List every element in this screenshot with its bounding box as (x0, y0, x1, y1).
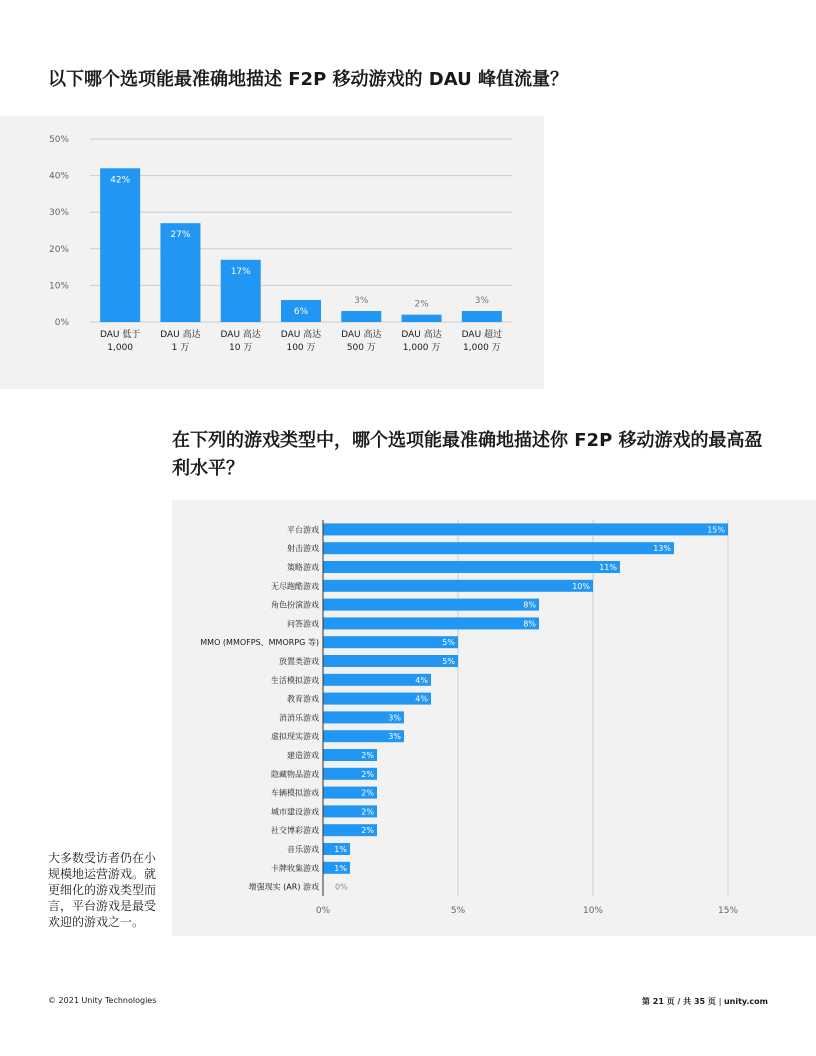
bar (323, 580, 593, 592)
y-category-label: 教育游戏 (287, 694, 319, 704)
bar-value-label: 27% (170, 230, 191, 241)
bar-value-label: 5% (442, 657, 455, 666)
y-category-label: 角色扮演游戏 (271, 600, 319, 610)
x-tick-label: 15% (717, 906, 739, 916)
bar-value-label: 4% (415, 694, 428, 704)
x-category-label: 500 万 (346, 343, 376, 353)
genre-revenue-bar-chart (172, 500, 816, 936)
footer-page-number: 第 21 页 / 共 35 页 (641, 997, 716, 1006)
x-category-label: DAU 高达 (160, 330, 201, 340)
bar (341, 311, 381, 322)
footer-separator: | (718, 997, 724, 1006)
y-category-label: 虚拟现实游戏 (271, 732, 319, 742)
y-category-label: 放置类游戏 (279, 657, 319, 666)
bar (323, 599, 539, 611)
bar-value-label: 2% (361, 807, 374, 817)
dau-peak-bar-chart (0, 116, 544, 389)
bar-value-label: 2% (361, 751, 374, 760)
bar (323, 542, 674, 554)
y-tick-label: 50% (48, 135, 69, 145)
bar (402, 315, 442, 322)
bar (323, 617, 539, 629)
bar (323, 561, 620, 573)
bar-value-label: 17% (230, 266, 251, 277)
y-category-label: 平台游戏 (287, 525, 319, 535)
bar-value-label: 8% (523, 600, 536, 610)
y-category-label: 生活模拟游戏 (271, 675, 319, 685)
x-category-label: 1,000 (107, 343, 134, 353)
chart1-question-title: 以下哪个选项能最准确地描述 F2P 移动游戏的 DAU 峰值流量？ (48, 69, 569, 90)
y-category-label: 问答游戏 (287, 619, 319, 629)
y-category-label: 社交博彩游戏 (271, 826, 319, 836)
bar (323, 636, 458, 648)
bar-value-label: 15% (707, 525, 725, 535)
y-category-label: 车辆模拟游戏 (271, 788, 319, 798)
y-category-label: 无尽跑酷游戏 (271, 581, 319, 591)
bar-value-label: 1% (334, 863, 347, 873)
bar-value-label: 8% (523, 619, 536, 629)
chart2-panel (172, 500, 816, 936)
x-category-label: DAU 低于 (99, 330, 141, 340)
bar-value-label: 6% (293, 307, 309, 318)
x-category-label: 10 万 (229, 343, 253, 353)
y-tick-label: 0% (54, 318, 69, 328)
bar-value-label: 11% (599, 563, 617, 572)
chart1-panel (0, 116, 544, 389)
y-tick-label: 30% (48, 208, 69, 219)
bar (323, 523, 728, 535)
y-category-label: 策略游戏 (287, 563, 319, 572)
y-tick-label: 40% (48, 171, 69, 182)
bar (323, 655, 458, 667)
bar-value-label: 2% (361, 769, 374, 779)
y-category-label: 城市建设游戏 (271, 807, 319, 817)
y-category-label: 音乐游戏 (287, 845, 319, 854)
footer-copyright: © 2021 Unity Technologies (48, 996, 157, 1005)
x-tick-label: 0% (315, 906, 331, 916)
y-category-label: 增强现实 (AR) 游戏 (248, 882, 319, 892)
footer-pagination (642, 996, 768, 1007)
bar-value-label: 42% (110, 175, 131, 186)
y-category-label: 卡牌收集游戏 (271, 863, 319, 873)
bar-value-label: 3% (388, 732, 401, 742)
y-category-label: 隐藏物品游戏 (271, 769, 319, 779)
bar-value-label: 4% (415, 675, 428, 685)
x-tick-label: 5% (450, 906, 466, 916)
bar-value-label: 2% (361, 788, 374, 798)
y-tick-label: 20% (48, 244, 69, 255)
bar (462, 311, 502, 322)
y-category-label: 建造游戏 (287, 751, 319, 760)
y-tick-label: 10% (48, 281, 69, 292)
bar-value-label: 13% (653, 544, 671, 554)
x-category-label: DAU 高达 (280, 330, 322, 340)
x-tick-label: 10% (582, 906, 604, 916)
x-category-label: DAU 高达 (341, 330, 382, 340)
bar-value-label: 3% (388, 713, 401, 723)
side-note: 大多数受访者仍在小规模地运营游戏。就更细化的游戏类型而言，平台游戏是最受欢迎的游戏之一。 (48, 851, 157, 929)
bar-value-label: 1% (334, 845, 347, 854)
x-category-label: DAU 高达 (220, 330, 261, 340)
bar-value-label: 2% (361, 826, 374, 836)
x-category-label: 1,000 万 (402, 343, 441, 353)
x-category-label: DAU 高达 (401, 330, 442, 340)
x-category-label: 1 万 (171, 343, 190, 353)
bar-value-label: 3% (354, 296, 369, 307)
x-category-label: 1,000 万 (463, 343, 501, 353)
y-category-label: 消消乐游戏 (279, 713, 319, 723)
y-category-label: MMO (MMOFPS、MMORPG 等) (200, 638, 319, 648)
bar-value-label: 10% (572, 581, 590, 591)
bar-value-label: 0% (335, 882, 348, 892)
chart2-question-title: 在下列的游戏类型中，哪个选项能最准确地描述你 F2P 移动游戏的最高盈利水平？ (172, 430, 763, 479)
x-category-label: DAU 超过 (461, 330, 503, 340)
footer-site-link[interactable]: unity.com (723, 997, 768, 1006)
y-category-label: 射击游戏 (287, 544, 319, 554)
bar-value-label: 3% (474, 296, 489, 307)
bar-value-label: 2% (414, 299, 429, 310)
bar-value-label: 5% (442, 638, 455, 648)
bar (100, 168, 140, 322)
x-category-label: 100 万 (286, 343, 316, 353)
